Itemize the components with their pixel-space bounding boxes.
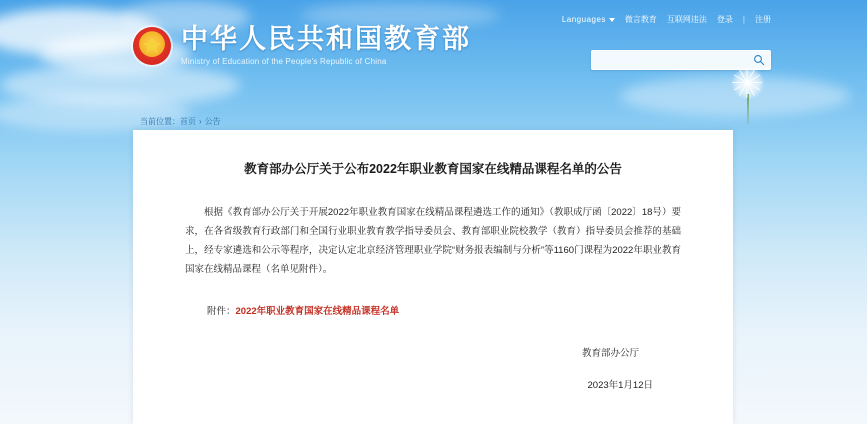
article-body: 根据《教育部办公厅关于开展2022年职业教育国家在线精品课程遴选工作的通知》（教职成厅函〔2022〕18号）要求，在各省级教育行政部门和全国行业职业教育教学指导委员会、教育部职业院校教学（教育）指导委员会推荐的基础上，经专家遴选和公示等程序，决定认定北京经济管理职业学院“财务报表编制与分析”等1160门课程为2022年职业教育国家在线精品课程（名单见附件）。 [185, 206, 681, 275]
breadcrumb-arrow-icon: › [199, 117, 202, 126]
language-switcher[interactable] [562, 15, 615, 24]
site-brand[interactable] [133, 26, 471, 66]
chevron-down-icon [609, 18, 615, 22]
toolbar-separator: | [742, 15, 745, 24]
article-date: 2023年1月12日 [587, 379, 653, 391]
toolbar-link-login[interactable]: 登录 [716, 15, 733, 24]
breadcrumb [140, 116, 221, 127]
attachment-label: 附件： [207, 305, 236, 317]
breadcrumb-prefix: 当前位置： [140, 117, 180, 126]
brand-title-en: Ministry of Education of the People's Republic of China [181, 57, 387, 66]
attachment-row [185, 303, 681, 317]
breadcrumb-item-home[interactable]: 首页 [180, 117, 196, 126]
brand-text [181, 26, 471, 66]
dandelion-decoration [721, 66, 779, 124]
attachment-link[interactable]: 2022年职业教育国家在线精品课程名单 [235, 305, 400, 317]
page-title: 教育部办公厅关于公布2022年职业教育国家在线精品课程名单的公告 [244, 162, 622, 176]
brand-title-cn: 中华人民共和国教育部 [181, 24, 471, 54]
article-signature: 教育部办公厅 [581, 347, 639, 359]
dandelion-stem [747, 94, 749, 124]
toolbar-link-register[interactable]: 注册 [755, 15, 771, 24]
utility-toolbar [562, 14, 771, 25]
toolbar-link-report[interactable]: 互联网违法 [666, 15, 707, 24]
article-card [133, 130, 733, 424]
national-emblem-icon [133, 27, 171, 65]
search-input[interactable] [592, 55, 748, 65]
breadcrumb-item-notice[interactable]: 公告 [204, 117, 221, 126]
language-label: Languages [561, 15, 606, 24]
toolbar-link-weiyan[interactable]: 微言教育 [624, 15, 657, 24]
